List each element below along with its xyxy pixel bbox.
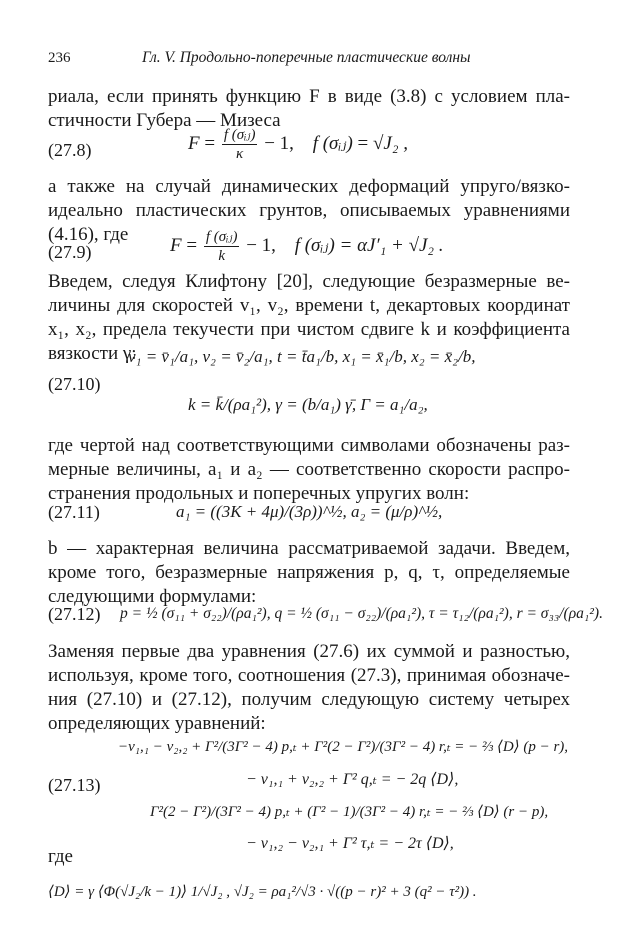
text-line: b — характерная величина рассматриваемой задачи. Введем, (48, 538, 570, 559)
equation-27-9 (170, 228, 444, 265)
text-line: следующими формулами: (48, 586, 257, 607)
equation-number-27-10: (27.10) (48, 374, 101, 394)
equation-number-27-11: (27.11) (48, 502, 100, 522)
text-line: странения продольных и поперечных упругих волн: (48, 483, 470, 504)
running-title: Гл. V. Продольно-поперечные пластические волны (142, 49, 471, 66)
math-symbol: = (204, 132, 216, 154)
text-line: где чертой над соответствующими символами обозначены раз- (48, 435, 570, 456)
text-line: а также на случай динамических деформаций упруго/вязко- (48, 176, 570, 197)
equation-27-10-line-1: v₁ = v̄₁/a₁, v₂ = v̄₂/a₁, t = t̄a₁/b, x₁ = x̄₁/b, x₂ = x̄₂/b, (128, 347, 476, 366)
equation-27-13-line-3: Γ²(2 − Γ²)/(3Γ² − 4) p,ₜ + (Γ² − 1)/(3Γ² − 4) r,ₜ = − ⅔ ⟨D⟩ (r − p), (150, 804, 549, 820)
text-line: используя, кроме того, соотношения (27.3), принимая обозначе- (48, 665, 570, 686)
equation-27-8 (188, 126, 408, 163)
math-text: − 1, (264, 132, 294, 154)
equation-D-definition: ⟨D⟩ = γ ⟨Φ(√J₂/k − 1)⟩ 1/√J₂ , √J₂ = ρa₁²/√3 · √((p − r)² + 3 (q² − τ²)) . (48, 884, 477, 900)
math-symbol: F (170, 234, 182, 256)
fraction (222, 126, 258, 163)
text-line: вязкости γ: (48, 343, 137, 364)
math-text: f (σᵢⱼ) (312, 132, 353, 154)
text-line: идеально пластических грунтов, описываемых уравнениями (48, 200, 570, 221)
equation-27-13-line-2: − v₁,₁ + v₂,₂ + Γ² q,ₜ = − 2q ⟨D⟩, (246, 771, 459, 788)
equation-number-27-12: (27.12) (48, 604, 101, 624)
text-line: Введем, следуя Клифтону [20], следующие безразмерные ве- (48, 271, 570, 292)
math-symbol: = (186, 234, 198, 256)
text-line: мерные величины, a₁ и a₂ — соответственно скорости распро- (48, 459, 570, 480)
text-line: x₁, x₂, предела текучести при чистом сдвиге k и коэффициента (48, 319, 570, 340)
text-line: (4.16), где (48, 224, 129, 245)
equation-number-27-8: (27.8) (48, 140, 92, 160)
fraction (204, 228, 240, 265)
paragraph-7 (48, 845, 570, 869)
paragraph-5 (48, 537, 570, 609)
math-symbol: F (188, 132, 200, 154)
math-text: − 1, (246, 234, 276, 256)
fraction-denominator: k (218, 248, 225, 264)
text-line: Заменяя первые два уравнения (27.6) их суммой и разностью, (48, 641, 570, 662)
page-number: 236 (48, 50, 71, 66)
equation-27-13-line-1: −v₁,₁ − v₂,₂ + Γ²/(3Γ² − 4) p,ₜ + Γ²(2 − Γ²)/(3Γ² − 4) r,ₜ = − ⅔ ⟨D⟩ (p − r), (118, 739, 569, 755)
text-line: определяющих уравнений: (48, 713, 266, 734)
text-line: личины для скоростей v₁, v₂, времени t, декартовых координат (48, 295, 570, 316)
fraction-numerator: f (σᵢⱼ) (223, 127, 256, 143)
text-line: где (48, 846, 73, 867)
text-line: стичности Губера — Мизеса (48, 110, 281, 131)
paragraph-6 (48, 640, 570, 736)
equation-27-13-line-4: − v₁,₂ − v₂,₁ + Γ² τ,ₜ = − 2τ ⟨D⟩, (246, 835, 454, 852)
text-line: риала, если принять функцию F в виде (3.8) с условием пла- (48, 86, 570, 107)
math-text: f (σᵢⱼ) = αJ′₁ + √J₂ . (294, 234, 444, 256)
fraction-numerator: f (σᵢⱼ) (205, 229, 238, 245)
equation-number-27-9: (27.9) (48, 242, 92, 262)
text-line: кроме того, безразмерные напряжения p, q, τ, определяемые (48, 562, 570, 583)
equation-number-27-13: (27.13) (48, 775, 101, 795)
math-symbol: = (357, 132, 369, 154)
paragraph-4 (48, 434, 570, 506)
text-line: ния (27.10) и (27.12), получим следующую систему четырех (48, 689, 570, 710)
equation-27-10-line-2: k = k̄/(ρa₁²), γ = (b/a₁) γ̄, Γ = a₁/a₂, (188, 395, 428, 414)
equation-27-12: p = ½ (σ₁₁ + σ₂₂)/(ρa₁²), q = ½ (σ₁₁ − σ₂₂)/(ρa₁²), τ = τ₁₂/(ρa₁²), r = σ₃₃/(ρa₁²). (120, 605, 603, 622)
fraction-denominator: κ (236, 146, 244, 162)
math-text: √J₂ , (372, 132, 408, 154)
equation-27-11: a₁ = ((3K + 4μ)/(3ρ))^½, a₂ = (μ/ρ)^½, (176, 502, 443, 521)
